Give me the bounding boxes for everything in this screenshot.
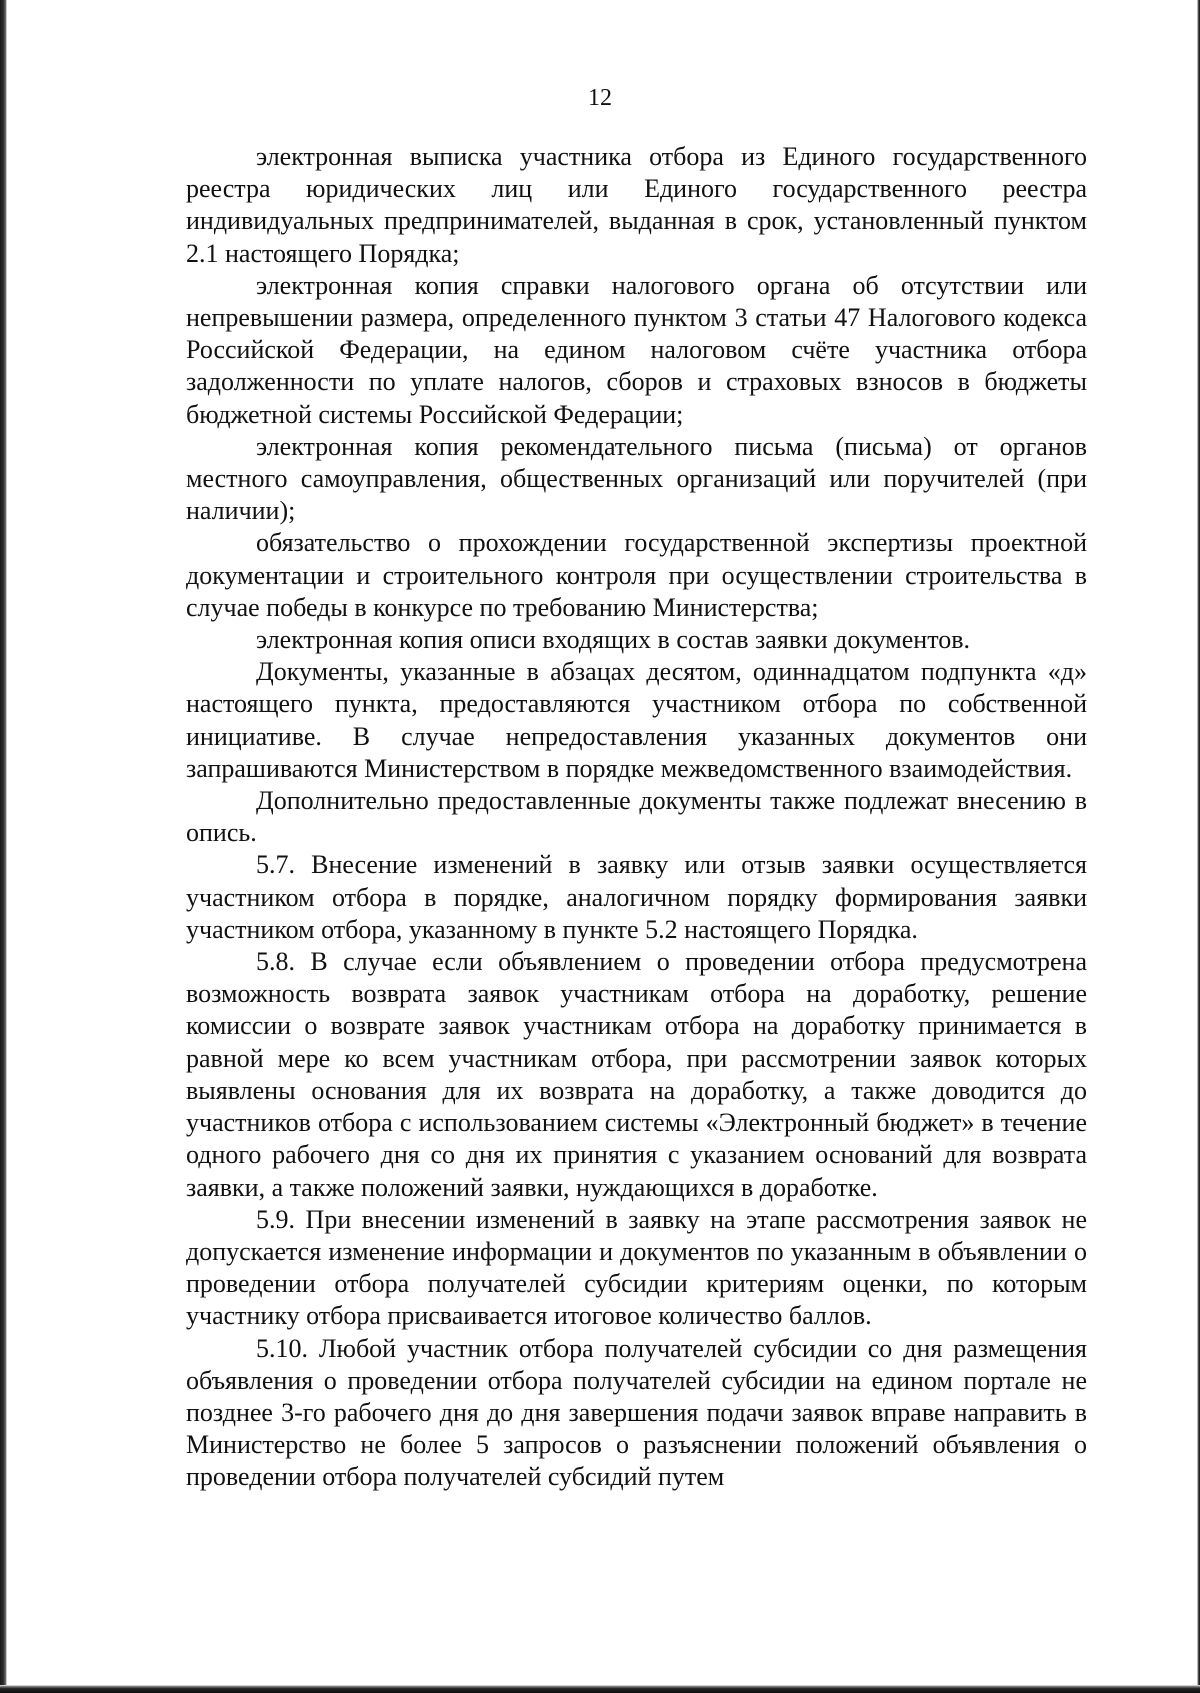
paragraph-documents-inventory: электронная копия описи входящих в состав заявки документов. [256, 625, 970, 655]
paragraph-extract-egrul: электронная выписка участника отбора из Единого государственного реестра юридических лиц или Единого государственного реестра индивидуальных предпринимателей, выданная в срок, установленный пунктом 2.1 настоящего Порядка; [186, 142, 1087, 268]
paragraph-tax-certificate: электронная копия справки налогового органа об отсутствии или непревышении размера, определенного пунктом 3 статьи 47 Налогового кодекса Российской Федерации, на едином налоговом счёте участника отбора задолженности по уплате налогов, сборов и страховых взносов в бюджеты бюджетной системы Российской Федерации; [186, 270, 1087, 429]
paragraph-recommendation-letter: электронная копия рекомендательного письма (письма) от органов местного самоуправления, общественных организаций или поручителей (при наличии); [186, 431, 1087, 526]
page-number: 12 [588, 85, 612, 111]
paragraph-section-5-7: 5.7. Внесение изменений в заявку или отзыв заявки осуществляется участником отбора в порядке, аналогичном порядку формирования заявки участником отбора, указанному в пункте 5.2 настоящего Порядка. [186, 850, 1087, 944]
paragraph-own-initiative-documents: Документы, указанные в абзацах десятом, одиннадцатом подпункта «д» настоящего пункта, предоставляются участником отбора по собственной инициативе. В случае непредоставления указанных документов они запрашиваются Министерством в порядке межведомственного взаимодействия. [186, 657, 1087, 783]
paragraph-section-5-8: 5.8. В случае если объявлением о проведении отбора предусмотрена возможность возврата заявок участникам отбора на доработку, решение комиссии о возврате заявок участникам отбора на доработку принимается в равной мере ко всем участникам отбора, при рассмотрении заявок которых выявлены основания для их возврата на доработку, а также доводится до участников отбора с использованием системы «Электронный бюджет» в течение одного рабочего дня со дня их принятия с указанием оснований для возврата заявки, а также положений заявки, нуждающихся в доработке. [186, 947, 1087, 1202]
paragraph-additional-documents: Дополнительно предоставленные документы также подлежат внесению в опись. [186, 786, 1087, 848]
scan-border-bottom [0, 1685, 1200, 1693]
paragraph-expertise-obligation: обязательство о прохождении государственной экспертизы проектной документации и строительного контроля при осуществлении строительства в случае победы в конкурсе по требованию Министерства; [186, 528, 1087, 622]
paragraph-section-5-9: 5.9. При внесении изменений в заявку на этапе рассмотрения заявок не допускается изменение информации и документов по указанным в объявлении о проведении отбора получателей субсидии критериям оценки, по которым участнику отбора присваивается итоговое количество баллов. [186, 1204, 1087, 1331]
paragraph-section-5-10: 5.10. Любой участник отбора получателей субсидии со дня размещения объявления о проведении отбора получателей субсидии на едином портале не позднее 3-го рабочего дня до дня завершения подачи заявок вправе направить в Министерство не более 5 запросов о разъяснении положений объявления о проведении отбора получателей субсидий путем [186, 1333, 1087, 1492]
document-body [186, 141, 1087, 1494]
scan-border-left [0, 0, 7, 1693]
